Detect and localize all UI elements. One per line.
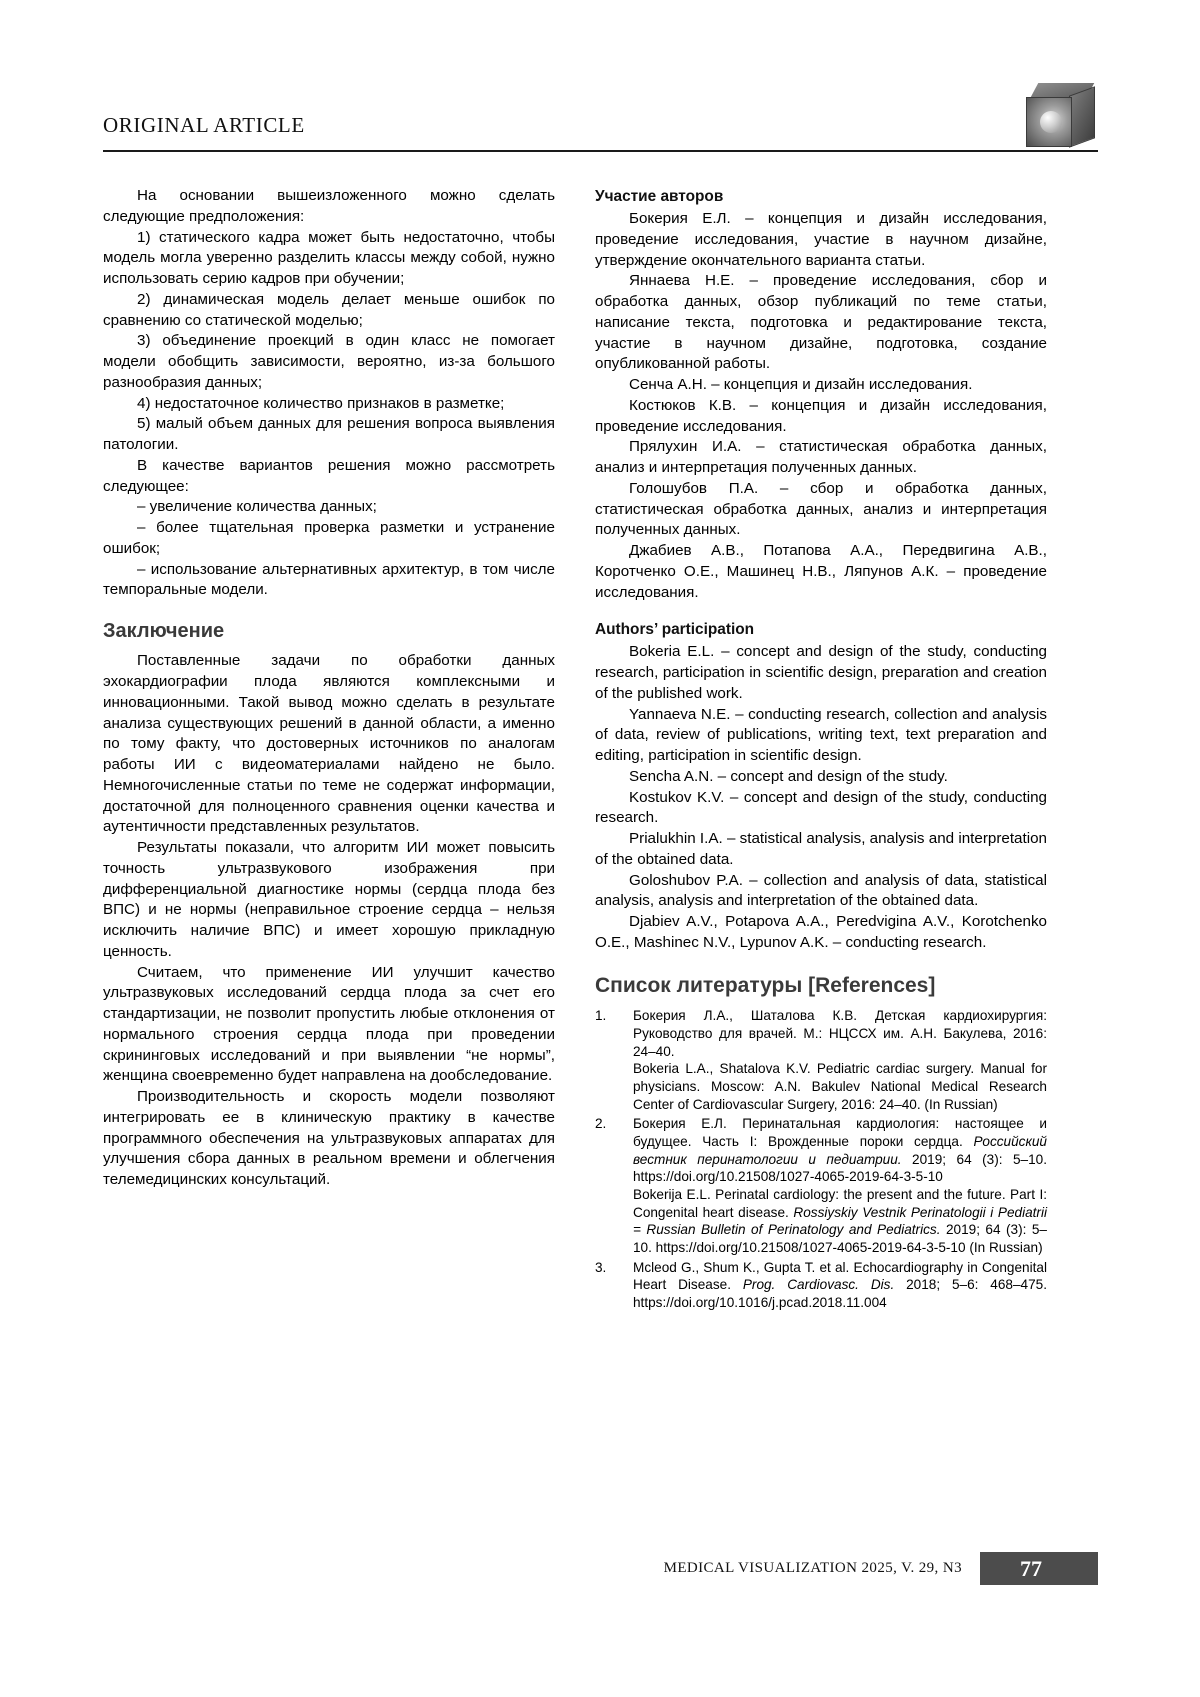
reference-ru-journal: Российский вестник перинатологии и педиатрии. xyxy=(633,1133,1047,1167)
reference-en-journal: Rossiyskiy Vestnik Perinatologii i Pediatrii = Russian Bulletin of Perinatology and Pediatrics. xyxy=(633,1204,1047,1238)
reference-number: 3. xyxy=(595,1259,607,1275)
reference-b: 2018; 5–6: 468–475. https://doi.org/10.1016/j.pcad.2018.11.004 xyxy=(633,1277,1047,1310)
paragraph: 2) динамическая модель делает меньше ошибок по сравнению со статической моделью; xyxy=(103,290,555,329)
header-divider xyxy=(103,150,1098,152)
paragraph: Прялухин И.А. – статистическая обработка данных, анализ и интерпретация полученных данных. xyxy=(595,438,1047,477)
reference-list xyxy=(595,1007,1047,1311)
right-column xyxy=(595,186,1047,1314)
paragraph: Kostukov K.V. – concept and design of the study, conducting research. xyxy=(595,788,1047,827)
reference-en-a: Bokerija E.L. Perinatal cardiology: the present and the future. Part I: Congenital heart disease. xyxy=(633,1186,1047,1220)
reference-text-en xyxy=(633,1259,1047,1312)
paragraph: 1) статического кадра может быть недостаточно, чтобы модель могла уверенно разделить классы между собой, нужно использовать серию кадров при обучении; xyxy=(103,228,555,287)
paragraph: Бокерия Е.Л. – концепция и дизайн исследования, проведение исследования, участие в научном дизайне, утверждение окончательного варианта статьи. xyxy=(595,210,1047,269)
paragraph: В качестве вариантов решения можно рассмотреть следующее: xyxy=(103,456,555,495)
paragraph: – использование альтернативных архитектур, в том числе темпоральные модели. xyxy=(103,560,555,599)
heading-authors-participation-en: Authors’ participation xyxy=(595,621,755,639)
paragraph: На основании вышеизложенного можно сделать следующие предположения: xyxy=(103,187,555,225)
reference-number: 2. xyxy=(595,1116,607,1132)
paragraph: Sencha A.N. – concept and design of the study. xyxy=(629,767,948,785)
reference-a: Mcleod G., Shum K., Gupta T. et al. Echocardiography in Congenital Heart Disease. xyxy=(633,1259,1047,1293)
list-item xyxy=(595,1259,1047,1312)
paragraph: Джабиев А.В., Потапова А.А., Передвигина А.В., Коротченко О.Е., Машинец Н.В., Ляпунов А.К. – проведение исследования. xyxy=(595,542,1047,601)
journal-name: MEDICAL VISUALIZATION 2025, V. 29, N3 xyxy=(663,1560,962,1576)
paragraph: Prialukhin I.A. – statistical analysis, analysis and interpretation of the obtained data. xyxy=(595,830,1047,868)
paragraph: Сенча А.Н. – концепция и дизайн исследования. xyxy=(629,376,973,394)
paragraph: Bokeria E.L. – concept and design of the study, conducting research, participation in scientific design, preparation and creation of the published work. xyxy=(595,643,1047,702)
reference-text-ru: Бокерия Л.А., Шаталова К.В. Детская кардиохирургия: Руководство для врачей. М.: НЦССХ им. А.Н. Бакулева, 2016: 24–40. xyxy=(633,1008,1047,1059)
paragraph: Поставленные задачи по обработки данных эхокардиографии плода являются комплексными и инновационными. Такой вывод можно сделать в результате анализа существующих решений в данной области, а именно по тому факту, что достоверных источников по аналогам работы ИИ с видеоматериалами найдено не было. Немногочисленные статьи по теме не содержат информации, достаточной для полноценного сравнения оценки качества и аутентичности представленных результатов. xyxy=(103,652,555,836)
page-title: ORIGINAL ARTICLE xyxy=(103,113,305,137)
reference-number: 1. xyxy=(595,1008,607,1024)
paragraph: Костюков К.В. – концепция и дизайн исследования, проведение исследования. xyxy=(595,396,1047,435)
left-column xyxy=(103,186,555,1191)
heading-authors-participation-ru: Участие авторов xyxy=(595,188,724,205)
paragraph: Яннаева Н.Е. – проведение исследования, сбор и обработка данных, обзор публикаций по теме статьи, написание текста, подготовка и редактирование текста, участие в научном дизайне, подготовка, создание опубликованной работы. xyxy=(595,272,1047,373)
list-item xyxy=(595,1115,1047,1256)
page-footer xyxy=(103,1552,1098,1586)
paragraph: – увеличение количества данных; xyxy=(137,498,377,516)
paragraph: Yannaeva N.E. – conducting research, collection and analysis of data, review of publications, writing text, text preparation and editing, participation in scientific design. xyxy=(595,705,1047,765)
section-heading-conclusion: Заключение xyxy=(103,620,225,642)
paragraph: 3) объединение проекций в один класс не помогает модели обобщить зависимости, вероятно, из-за большого разнообразия данных; xyxy=(103,332,555,391)
paragraph: 5) малый объем данных для решения вопроса выявления патологии. xyxy=(103,415,555,453)
paragraph: Goloshubov P.A. – collection and analysis of data, statistical analysis, analysis and interpretation of the obtained data. xyxy=(595,871,1047,910)
reference-text-en xyxy=(633,1186,1047,1257)
reference-journal: Prog. Cardiovasc. Dis. xyxy=(742,1277,895,1293)
paragraph: Производительность и скорость модели позволяют интегрировать ее в клиническую практику в качестве программного обеспечения на ультразвуковых аппаратах для улучшения сбора данных в реальном времени и облегчения телемедицинских консультаций. xyxy=(103,1088,555,1189)
reference-en-b: 2019; 64 (3): 5–10. https://doi.org/10.21508/1027-4065-2019-64-3-5-10 (In Russian) xyxy=(633,1222,1047,1255)
paragraph: 4) недостаточное количество признаков в разметке; xyxy=(137,394,505,412)
reference-text-ru xyxy=(633,1115,1047,1186)
paragraph: Считаем, что применение ИИ улучшит качество ультразвуковых исследований сердца плода за счет его стандартизации, не позволит пропустить любые отклонения от нормального строения сердца плода при проведении скрининговых исследований и при выявлении “не нормы”, женщина своевременно будет направлена на дообследование. xyxy=(103,963,555,1085)
reference-ru-b: 2019; 64 (3): 5–10. https://doi.org/10.21508/1027-4065-2019-64-3-5-10 xyxy=(633,1151,1048,1185)
paragraph: Голошубов П.А. – сбор и обработка данных, статистическая обработка данных, анализ и интерпретация полученных данных. xyxy=(595,479,1047,539)
list-item xyxy=(595,1007,1047,1113)
cube-logo-icon xyxy=(1026,83,1098,149)
reference-text-en: Bokeria L.A., Shatalova K.V. Pediatric cardiac surgery. Manual for physicians. Moscow: A.N. Bakulev National Medical Research Center of Cardiovascular Surgery, 2016: 24–40. (In Russian) xyxy=(633,1061,1047,1112)
paragraph: Djabiev A.V., Potapova A.A., Peredvigina A.V., Korotchenko O.E., Mashinec N.V., Lypunov A.K. – conducting research. xyxy=(595,913,1047,951)
paragraph: Результаты показали, что алгоритм ИИ может повысить точность ультразвукового изображения при дифференциальной диагностике нормы (сердца плода без ВПС) и не нормы (неправильное строение сердца – нельзя исключить наличие ВПС) и имеет хорошую прикладную ценность. xyxy=(103,839,555,960)
reference-ru-a: Бокерия Е.Л. Перинатальная кардиология: настоящее и будущее. Часть I: Врожденные пороки сердца. xyxy=(633,1116,1047,1149)
paragraph: – более тщательная проверка разметки и устранение ошибок; xyxy=(103,519,555,557)
heading-references: Список литературы [References] xyxy=(595,973,936,997)
page-number: 77 xyxy=(1020,1556,1042,1581)
